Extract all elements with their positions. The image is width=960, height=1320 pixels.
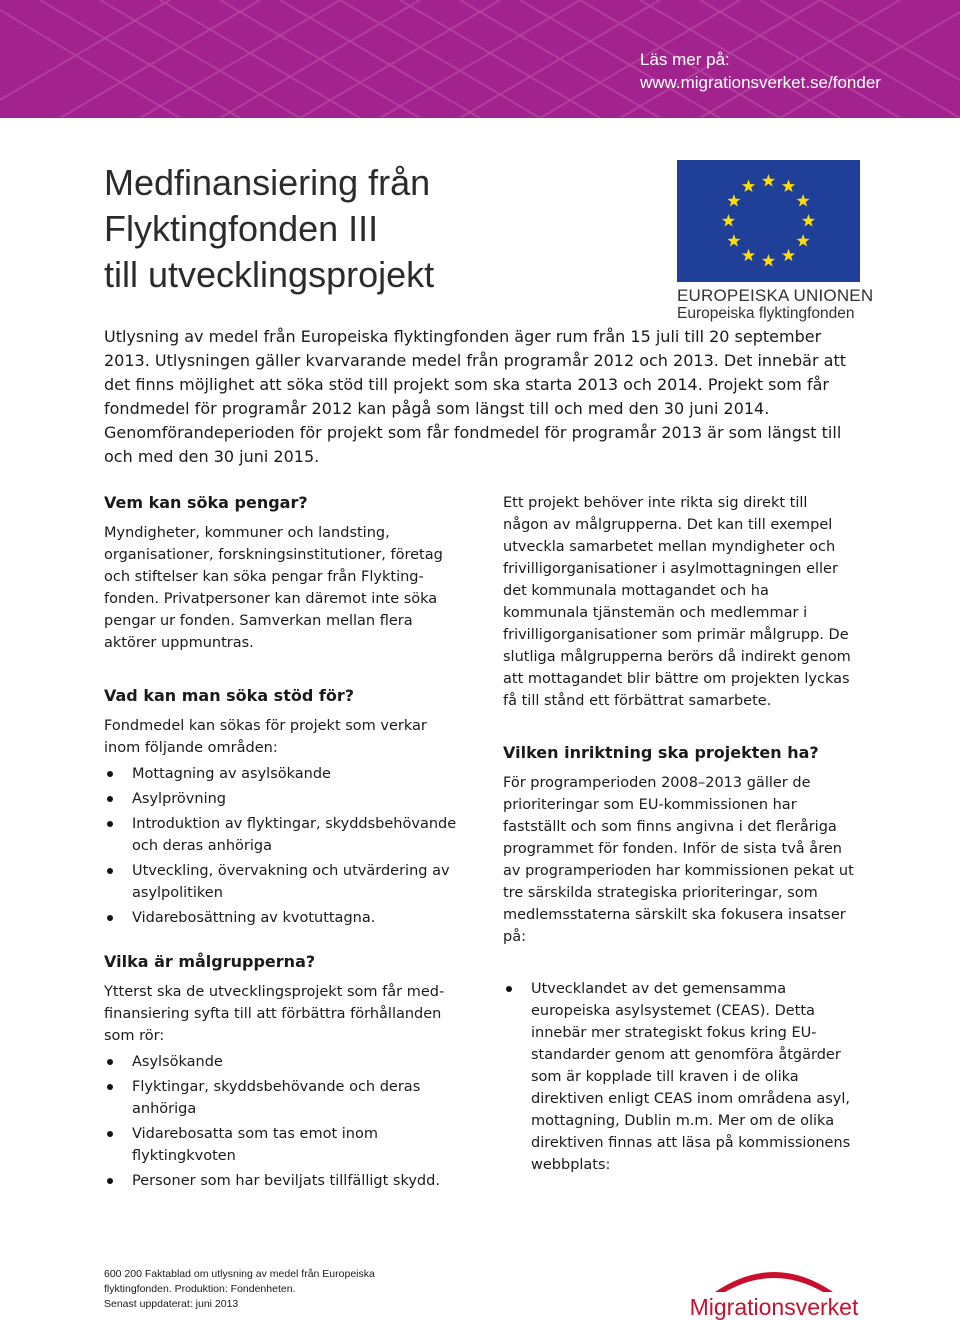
list-item: Flyktingar, skyddsbehövande och deras anhöriga [104, 1076, 462, 1120]
section-heading-direction: Vilken inriktning ska projekten ha? [503, 743, 819, 762]
read-more-label: Läs mer på: [640, 50, 730, 69]
footer-line: Senast uppdaterat: juni 2013 [104, 1298, 239, 1310]
list-item: Utveckling, övervakning och utvärdering av asylpolitiken [104, 860, 462, 904]
list-item: Introduktion av flyktingar, skyddsbehövande och deras anhöriga [104, 813, 462, 857]
list-item: Asylsökande [104, 1051, 462, 1073]
section-heading-what: Vad kan man söka stöd för? [104, 686, 354, 705]
targets-list [104, 1051, 462, 1192]
migrationsverket-arc-icon [709, 1258, 839, 1294]
footer-line: flyktingfonden. Produktion: Fondenheten. [104, 1283, 296, 1295]
list-item: Mottagning av asylsökande [104, 763, 462, 785]
list-item: Vidarebosatta som tas emot inom flyktingkvoten [104, 1123, 462, 1167]
migrationsverket-name: Migrationsverket [689, 1294, 859, 1320]
eu-logo-fund: Europeiska flyktingfonden [677, 305, 855, 322]
title-line: till utvecklingsprojekt [104, 254, 435, 295]
read-more [640, 48, 881, 94]
section-text-targets: Ytterst ska de utvecklingsprojekt som får med-finansiering syfta till att förbättra förhållanden som rör: [104, 984, 445, 1044]
eu-flag-icon [677, 160, 860, 282]
right-column [503, 492, 855, 1179]
left-column [104, 492, 462, 1195]
read-more-link[interactable]: www.migrationsverket.se/fonder [640, 73, 881, 92]
list-item: Utvecklandet av det gemensamma europeiska asylsystemet (CEAS). Detta innebär mer strategiskt fokus kring EU-standarder genom att genomföra åtgärder som är kopplade till kraven i de olika direktiven enligt CEAS inom områdena asyl, mottagning, Dublin m.m. Mer om de olika direktiven finnas att läsa på kommissionens webbplats: [503, 978, 855, 1176]
list-item: Vidarebosättning av kvotuttagna. [104, 907, 462, 929]
intro-paragraph: Utlysning av medel från Europeiska flyktingfonden äger rum från 15 juli till 20 september 2013. Utlysningen gäller kvarvarande medel från programår 2012 och 2013. Det innebär att det finns möjlighet att söka stöd till projekt som ska starta 2013 och 2014. Projekt som får fondmedel för programår 2012 kan pågå som längst till och med den 30 juni 2014. Genomförandeperioden för projekt som får fondmedel för programår 2013 är som längst till och med den 30 juni 2015. [104, 327, 846, 466]
section-text-direction: För programperioden 2008–2013 gäller de prioriteringar som EU-kommissionen har fastställt och som finns angivna i det fleråriga programmet för fonden. Inför de sista två åren av programperioden har kommissionen pekat ut tre särskilda strategiska prioriteringar, som medlemsstaterna särskilt ska fokusera insatser på: [503, 775, 854, 945]
direction-list [503, 978, 855, 1176]
target-groups-text: Ett projekt behöver inte rikta sig direkt till någon av målgrupperna. Det kan till exempel utveckla samarbetet mellan myndigheter och frivilligorganisationer i asylmottagningen eller det kommunala mottagandet och ha kommunala tjänstemän och medlemmar i frivilligorganisationer som primär målgrupp. De slutliga målgrupperna berörs då indirekt genom att mottagandet blir bättre om projekten lyckas få till stånd ett förbättrat samarbete. [503, 495, 851, 709]
list-item: Personer som har beviljats tillfälligt skydd. [104, 1170, 462, 1192]
eu-logo-name: EUROPEISKA UNIONEN [677, 286, 874, 305]
page-title [104, 160, 434, 298]
title-line: Medfinansiering från [104, 162, 431, 203]
what-list [104, 763, 462, 929]
migrationsverket-logo [683, 1258, 865, 1320]
list-item: Asylprövning [104, 788, 462, 810]
header-banner [0, 0, 960, 118]
section-heading-who: Vem kan söka pengar? [104, 493, 308, 512]
section-text-what: Fondmedel kan sökas för projekt som verkar inom följande områden: [104, 718, 427, 756]
section-text-who: Myndigheter, kommuner och landsting, organisationer, forskningsinstitutioner, företag och stiftelser kan söka pengar från Flykting-fonden. Privatpersoner kan däremot inte söka pengar ur fonden. Samverkan mellan flera aktörer uppmuntras. [104, 525, 443, 651]
section-heading-targets: Vilka är målgrupperna? [104, 952, 316, 971]
footer-info [104, 1267, 375, 1312]
eu-logo [677, 160, 874, 323]
title-line: Flyktingfonden III [104, 208, 379, 249]
footer-line: 600 200 Faktablad om utlysning av medel från Europeiska [104, 1268, 375, 1280]
